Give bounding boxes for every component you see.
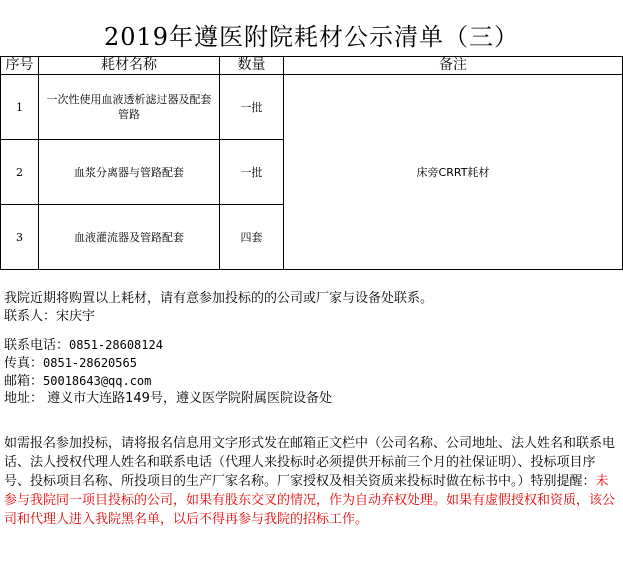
- header-qty: 数量: [220, 57, 284, 75]
- contact-intro: 我院近期将购置以上耗材，请有意参加投标的的公司或厂家与设备处联系。: [4, 291, 434, 306]
- contact-person: 联系人：宋庆宇: [4, 309, 96, 324]
- phone-number: 0851-28608124: [69, 338, 163, 352]
- header-note: 备注: [284, 57, 623, 75]
- header-name: 耗材名称: [39, 57, 220, 75]
- consumables-table: [0, 56, 623, 270]
- page-title: 2019年遵医附院耗材公示清单（三）: [103, 23, 520, 51]
- contact-fax-line: [4, 354, 622, 372]
- contact-address: 地址： 遵义市大连路149号，遵义医学院附属医院设备处: [4, 391, 332, 406]
- row-name: 血液灌流器及管路配套: [39, 205, 220, 270]
- row-qty: 四套: [220, 205, 284, 270]
- contact-phone-line: [4, 336, 622, 354]
- row-seq: 1: [1, 75, 39, 140]
- table-row: [1, 75, 623, 140]
- row-note-merged: 床旁CRRT耗材: [284, 75, 623, 270]
- row-seq: 3: [1, 205, 39, 270]
- fax-label: 传真：: [4, 356, 44, 371]
- row-name: 血浆分离器与管路配套: [39, 140, 220, 205]
- row-name: 一次性使用血液透析滤过器及配套管路: [39, 75, 220, 140]
- email-address: 50018643@qq.com: [43, 374, 152, 388]
- email-label: 邮箱：: [4, 374, 44, 389]
- contact-block: [4, 290, 622, 408]
- fax-number: 0851-28620565: [43, 356, 137, 370]
- row-qty: 一批: [220, 75, 284, 140]
- header-seq: 序号: [1, 57, 39, 75]
- bidding-notice: [4, 434, 620, 529]
- phone-label: 联系电话：: [4, 338, 70, 353]
- table-header-row: [1, 57, 623, 75]
- notice-text: 如需报名参加投标，请将报名信息用文字形式发在邮箱正文栏中（公司名称、公司地址、法人姓名和联系电话、法人授权代理人姓名和联系电话（代理人来投标时必须提供开标前三个月的社保证明）、投标项目序号、投标项目名称、所投项目的生产厂家名称。厂家授权及相关资质来投标时做在标书中。）特别提醒：: [4, 436, 616, 489]
- row-seq: 2: [1, 140, 39, 205]
- row-qty: 一批: [220, 140, 284, 205]
- contact-email-line: [4, 372, 622, 390]
- notice-warning: 未参与我院同一项目投标的公司，如果有股东交叉的情况，作为自动弃权处理。如果有虚假授权和资质，该公司和代理人进入我院黑名单，以后不得再参与我院的招标工作。: [4, 474, 616, 527]
